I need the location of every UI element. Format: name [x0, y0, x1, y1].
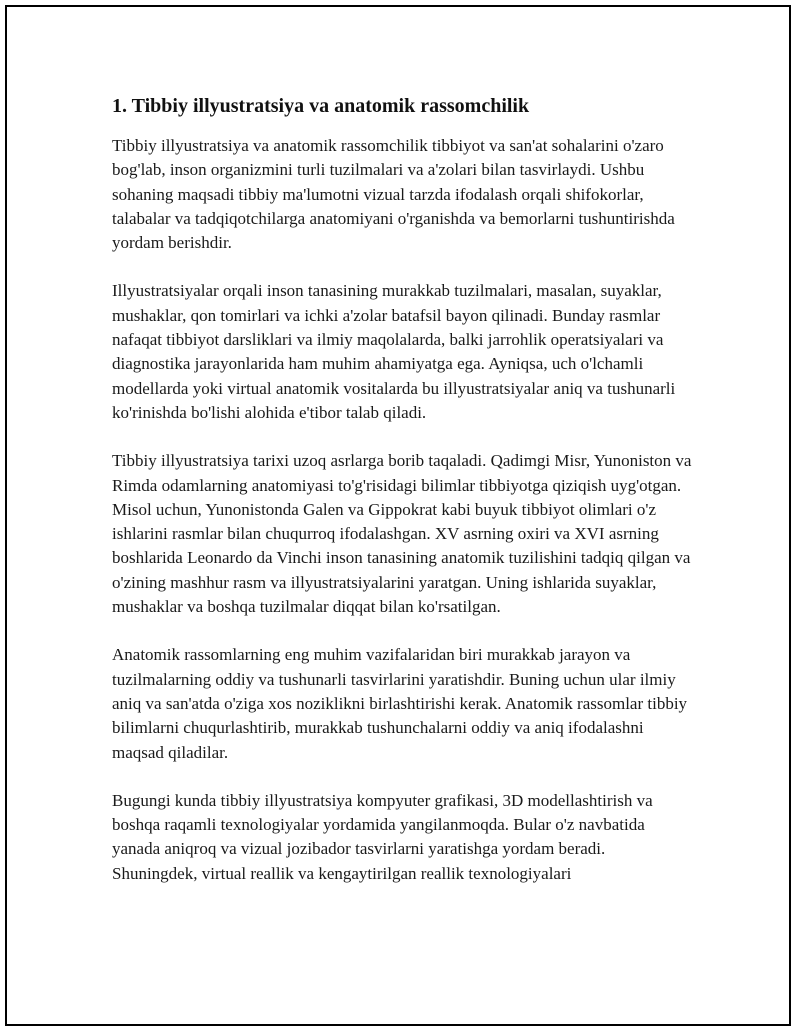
section-heading: 1. Tibbiy illyustratsiya va anatomik rassomchilik	[112, 95, 530, 117]
document-body	[112, 92, 692, 910]
paragraph-3: Tibbiy illyustratsiya tarixi uzoq asrlarga borib taqaladi. Qadimgi Misr, Yunoniston va Rimda odamlarning anatomiyasi to'g'risidagi bilimlar tibbiyotga qiziqish uyg'otgan. Misol uchun, Yunonistonda Galen va Gippokrat kabi buyuk tibbiyot olimlari o'z ishlarini rasmlar bilan chuqurroq ifodalashgan. XV asrning oxiri va XVI asrning boshlarida Leonardo da Vinchi inson tanasining anatomik tuzilishini tadqiq qilgan va o'zining mashhur rasm va illyustratsiyalarini yaratgan. Uning ishlarida suyaklar, mushaklar va boshqa tuzilmalar diqqat bilan ko'rsatilgan.	[112, 451, 692, 617]
paragraph-5: Bugungi kunda tibbiy illyustratsiya kompyuter grafikasi, 3D modellashtirish va boshqa raqamli texnologiyalar yordamida yangilanmoqda. Bular o'z navbatida yanada aniqroq va vizual jozibador tasvirlarni yaratishga yordam beradi. Shuningdek, virtual reallik va kengaytirilgan reallik texnologiyalari	[112, 790, 653, 883]
paragraph-4: Anatomik rassomlarning eng muhim vazifalaridan biri murakkab jarayon va tuzilmalarning oddiy va tushunarli tasvirlarini yaratishdir. Buning uchun ular ilmiy aniq va san'atda o'ziga xos noziklikni birlashtirishi kerak. Anatomik rassomlar tibbiy bilimlarni chuqurlashtirib, murakkab tushunchalarni oddiy va aniq ifodalashni maqsad qiladilar.	[112, 645, 688, 762]
paragraph-1: Tibbiy illyustratsiya va anatomik rassomchilik tibbiyot va san'at sohalarini o'zaro bog'lab, inson organizmini turli tuzilmalari va a'zolari bilan tasvirlaydi. Ushbu sohaning maqsadi tibbiy ma'lumotni vizual tarzda ifodalash orqali shifokorlar, talabalar va tadqiqotchilarga anatomiyani o'rganishda va bemorlarni tushuntirishda yordam berishdir.	[112, 136, 675, 253]
paragraph-2: Illyustratsiyalar orqali inson tanasining murakkab tuzilmalari, masalan, suyaklar, mushaklar, qon tomirlari va ichki a'zolar batafsil bayon qilinadi. Bunday rasmlar nafaqat tibbiyot darsliklari va ilmiy maqolalarda, balki jarrohlik operatsiyalari va diagnostika jarayonlarida ham muhim ahamiyatga ega. Ayniqsa, uch o'lchamli modellarda yoki virtual anatomik vositalarda bu illyustratsiyalar aniq va tushunarli ko'rinishda bo'lishi alohida e'tibor talab qiladi.	[112, 281, 676, 422]
